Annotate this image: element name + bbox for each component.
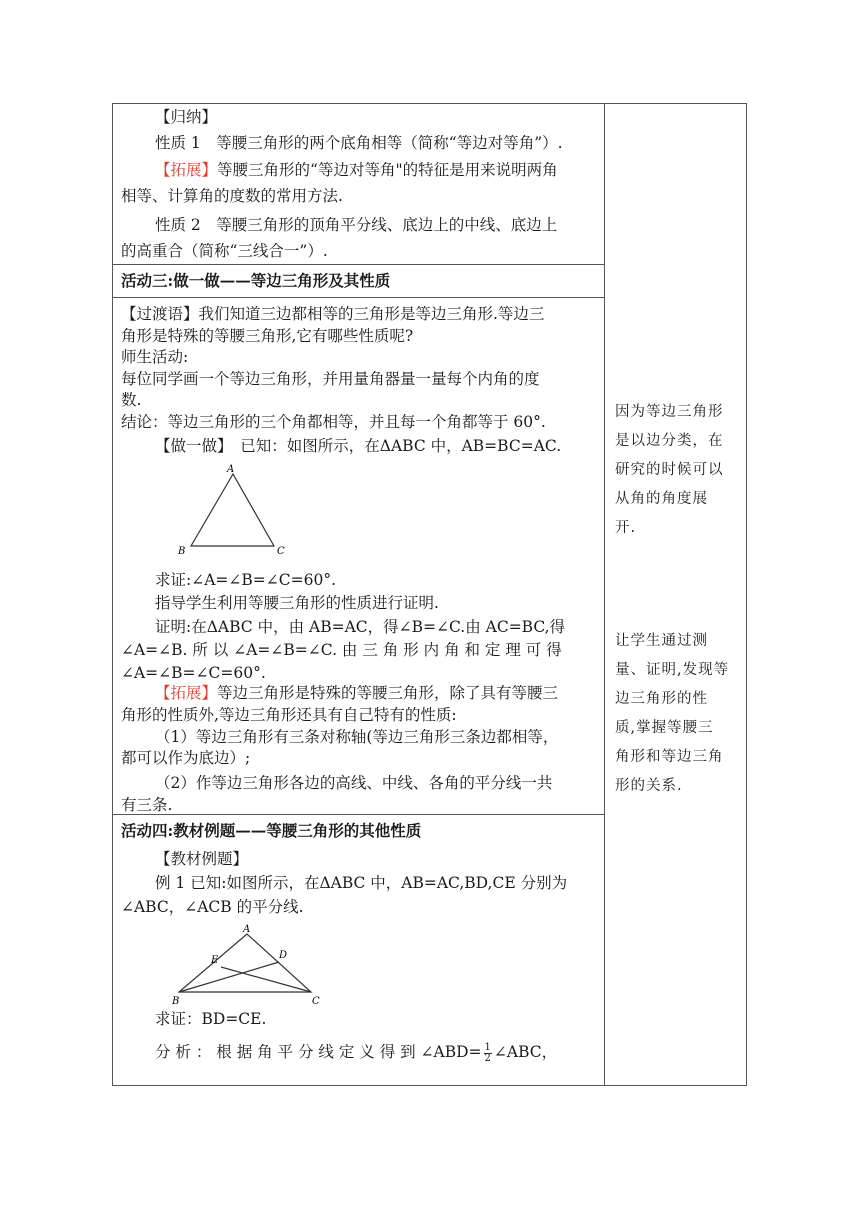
vertex-label-d: D: [279, 950, 288, 961]
extension-tag: 【拓展】: [155, 684, 218, 702]
activity-3-title: 活动三:做一做——等边三角形及其性质: [121, 271, 391, 290]
vertex-label-c: C: [277, 546, 285, 557]
example-line-1: 例 1 已知:如图所示，在ΔABC 中，AB=AC,BD,CE 分别为: [155, 874, 568, 892]
extension-2-line-2: 角形的性质外,等边三角形还具有自己特有的性质:: [121, 706, 457, 724]
vertex-label-a: A: [243, 924, 251, 935]
property-item-1-line-1: （1）等边三角形有三条对称轴(等边三角形三条边都相等，: [155, 728, 559, 746]
column-divider: [604, 104, 605, 1085]
vertex-label-c: C: [312, 996, 320, 1007]
analysis-line: 分 析 ： 根 据 角 平 分 线 定 义 得 到 ∠ABD= $\frac{1}{2}$ ∠ABC，: [155, 1041, 558, 1064]
side-note-1: 因为等边三角形 是以边分类，在 研究的时候可以 从角的角度展 开.: [615, 404, 724, 536]
vertex-label-e: E: [211, 955, 219, 966]
bisector-bd: [179, 962, 279, 992]
vertex-label-b: B: [178, 546, 186, 557]
equilateral-triangle-figure: [171, 462, 301, 562]
activity-line-2: 数.: [121, 391, 142, 409]
transition-line-1: 【过渡语】我们知道三边都相等的三角形是等边三角形.等边三: [121, 305, 545, 323]
extension-1-line-1: 【拓展】等腰三角形的“等边对等角"的特征是用来说明两角: [155, 161, 558, 179]
activity-label: 师生活动:: [121, 348, 189, 366]
row-divider-1: [113, 264, 604, 265]
do-it-statement: 【做一做】 已知：如图所示，在ΔABC 中，AB=BC=AC.: [155, 437, 562, 455]
summary-heading: 【归纳】: [155, 108, 218, 126]
property-2-line-1: 性质 2 等腰三角形的顶角平分线、底边上的中线、底边上: [155, 216, 558, 234]
property-1: 性质 1 等腰三角形的两个底角相等（简称“等边对等角”）.: [155, 134, 563, 152]
example-line-2: ∠ABC，∠ACB 的平分线.: [121, 898, 304, 916]
transition-line-2: 角形是特殊的等腰三角形,它有哪些性质呢?: [121, 327, 414, 345]
extension-2-line-1: 【拓展】等边三角形是特殊的等腰三角形，除了具有等腰三: [155, 684, 559, 702]
conclusion: 结论：等边三角形的三个角都相等，并且每一个角都等于 60°.: [121, 413, 546, 431]
proof-line-2: ∠A=∠B. 所 以 ∠A=∠B=∠C. 由 三 角 形 内 角 和 定 理 可 得: [121, 641, 562, 659]
property-2-line-2: 的高重合（简称“三线合一”）.: [121, 242, 328, 260]
fraction-one-half: $\frac{1}{2}$: [484, 1041, 491, 1064]
vertex-label-a: A: [227, 464, 235, 475]
property-item-2-line-1: （2）作等边三角形各边的高线、中线、各角的平分线一共: [155, 774, 553, 792]
prove-statement-2: 求证：BD=CE.: [155, 1010, 267, 1028]
extension-tag: 【拓展】: [155, 161, 218, 179]
prove-statement: 求证:∠A=∠B=∠C=60°.: [155, 571, 336, 589]
isosceles-triangle: [179, 934, 311, 992]
proof-line-1: 证明:在ΔABC 中，由 AB=AC，得∠B=∠C.由 AC=BC,得: [155, 618, 566, 636]
example-heading: 【教材例题】: [155, 850, 249, 868]
equilateral-triangle: [191, 474, 274, 546]
isosceles-bisector-figure: [169, 922, 329, 1008]
activity-line-1: 每位同学画一个等边三角形，并用量角器量一量每个内角的度: [121, 370, 540, 388]
vertex-label-b: B: [172, 996, 180, 1007]
activity-4-title: 活动四:教材例题——等腰三角形的其他性质: [121, 821, 422, 840]
lesson-table: [112, 103, 747, 1086]
proof-line-3: ∠A=∠B=∠C=60°.: [121, 664, 266, 682]
teacher-guide: 指导学生利用等腰三角形的性质进行证明.: [155, 594, 439, 612]
property-item-1-line-2: 都可以作为底边）;: [121, 749, 251, 767]
row-divider-2: [113, 297, 604, 298]
side-note-2: 让学生通过测 量、证明,发现等 边三角形的性 质,掌握等腰三 角形和等边三角 形的关系.: [615, 633, 730, 794]
extension-1-line-2: 相等、计算角的度数的常用方法.: [121, 187, 343, 205]
property-item-2-line-2: 有三条.: [121, 796, 173, 814]
